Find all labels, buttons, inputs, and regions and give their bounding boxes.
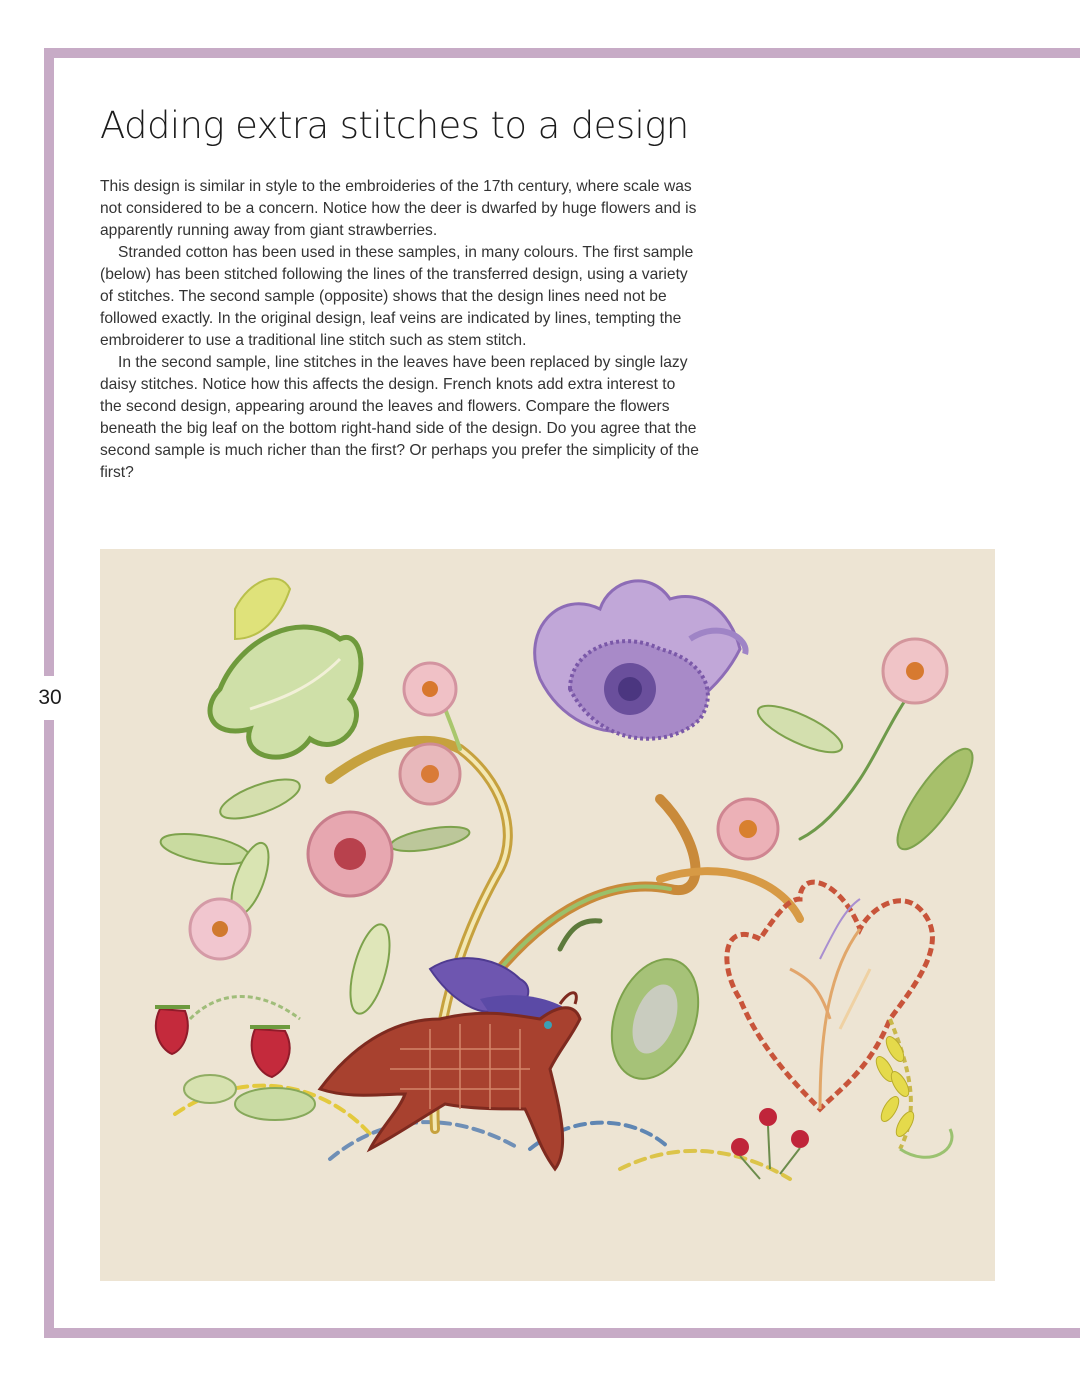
paragraph-1: This design is similar in style to the embroideries of the 17th century, where scale was not considered to be a concern. Notice how the deer is dwarfed by huge flowers and is apparently running away from giant strawberries. xyxy=(100,178,697,239)
pink-flower-4 xyxy=(190,899,250,959)
page-number: 30 xyxy=(24,676,76,720)
pink-flower-2 xyxy=(400,744,460,804)
pink-flower-1 xyxy=(308,812,392,896)
page-title: Adding extra stitches to a design xyxy=(100,104,689,147)
embroidery-illustration xyxy=(100,549,995,1281)
embroidery-sample-photo xyxy=(100,549,995,1281)
paragraph-3: In the second sample, line stitches in the leaves have been replaced by single lazy daisy stitches. Notice how this affects the design. French knots add extra interest to the second design, appearing around the leaves and flowers. Compare the flowers beneath the big leaf on the bottom right-hand side of the design. Do you agree that the second sample is much richer than the first? Or perhaps you prefer the simplicity of the first? xyxy=(100,354,699,481)
paragraph-2: Stranded cotton has been used in these samples, in many colours. The first sample (below) has been stitched following the lines of the transferred design, using a variety of stitches. The second sample (opposite) shows that the design lines need not be followed exactly. In the original design, leaf veins are indicated by lines, tempting the embroiderer to use a traditional line stitch such as stem stitch. xyxy=(100,244,694,349)
body-text xyxy=(100,176,700,484)
pink-flower-5 xyxy=(718,799,778,859)
pink-flower-3 xyxy=(404,663,456,715)
pink-flower-6 xyxy=(883,639,947,703)
